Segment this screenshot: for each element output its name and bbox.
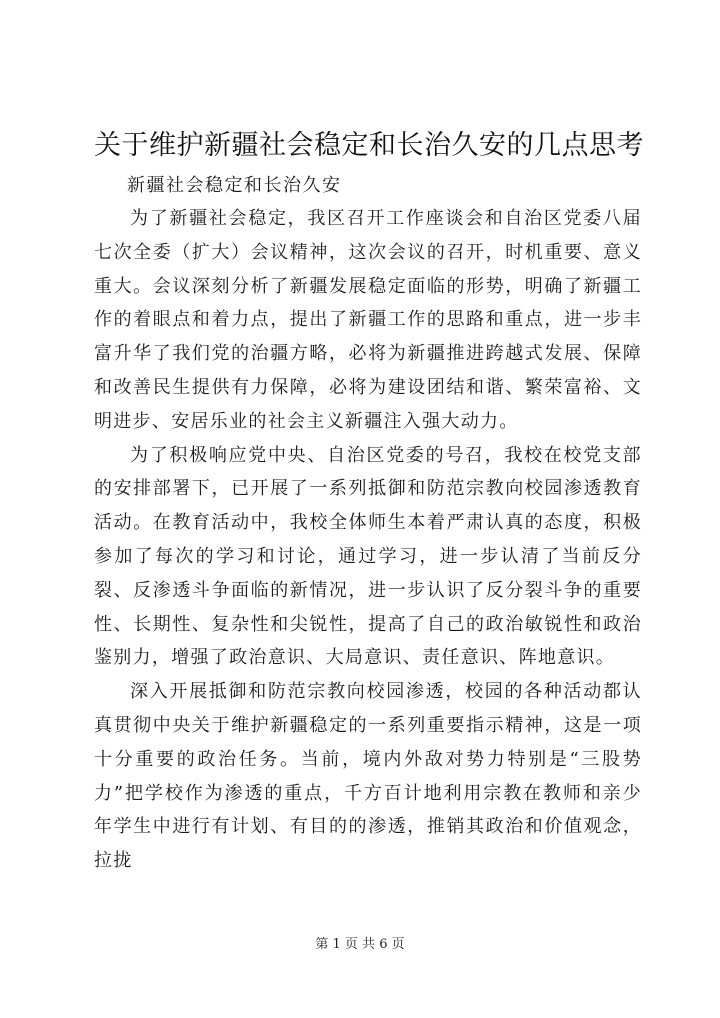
document-subtitle: 新疆社会稳定和长治久安 bbox=[127, 175, 342, 196]
paragraph-2: 为了积极响应党中央、自治区党委的号召，我校在校党支部的安排部署下，已开展了一系列抵御和防范宗教向校园渗透教育活动。在教育活动中，我校全体师生本着严肃认真的态度，积极参加了每次的学习和讨论，通过学习，进一步认清了当前反分裂、反渗透斗争面临的新情况，进一步认识了反分裂斗争的重要性、长期性、复杂性和尖锐性，提高了自己的政治敏锐性和政治鉴别力，增强了政治意识、大局意识、责任意识、阵地意识。 bbox=[94, 444, 642, 669]
paragraph-1: 为了新疆社会稳定，我区召开工作座谈会和自治区党委八届七次全委（扩大）会议精神，这次会议的召开，时机重要、意义重大。会议深刻分析了新疆发展稳定面临的形势，明确了新疆工作的着眼点和着力点，提出了新疆工作的思路和重点，进一步丰富升华了我们党的治疆方略，必将为新疆推进跨越式发展、保障和改善民生提供有力保障，必将为建设团结和谐、繁荣富裕、文明进步、安居乐业的社会主义新疆注入强大动力。 bbox=[94, 208, 642, 432]
paragraph-3: 深入开展抵御和防范宗教向校园渗透，校园的各种活动都认真贯彻中央关于维护新疆稳定的一系列重要指示精神，这是一项十分重要的政治任务。当前，境内外敌对势力特别是“三股势力”把学校作为渗透的重点，千方百计地利用宗教在教师和亲少年学生中进行有计划、有目的的渗透，推销其政治和价值观念，拉拢 bbox=[94, 681, 642, 872]
document-title: 关于维护新疆社会稳定和长治久安的几点思考 bbox=[94, 130, 644, 161]
document-body bbox=[94, 202, 642, 878]
page-number-footer: 第 1 页 共 6 页 bbox=[315, 937, 405, 952]
